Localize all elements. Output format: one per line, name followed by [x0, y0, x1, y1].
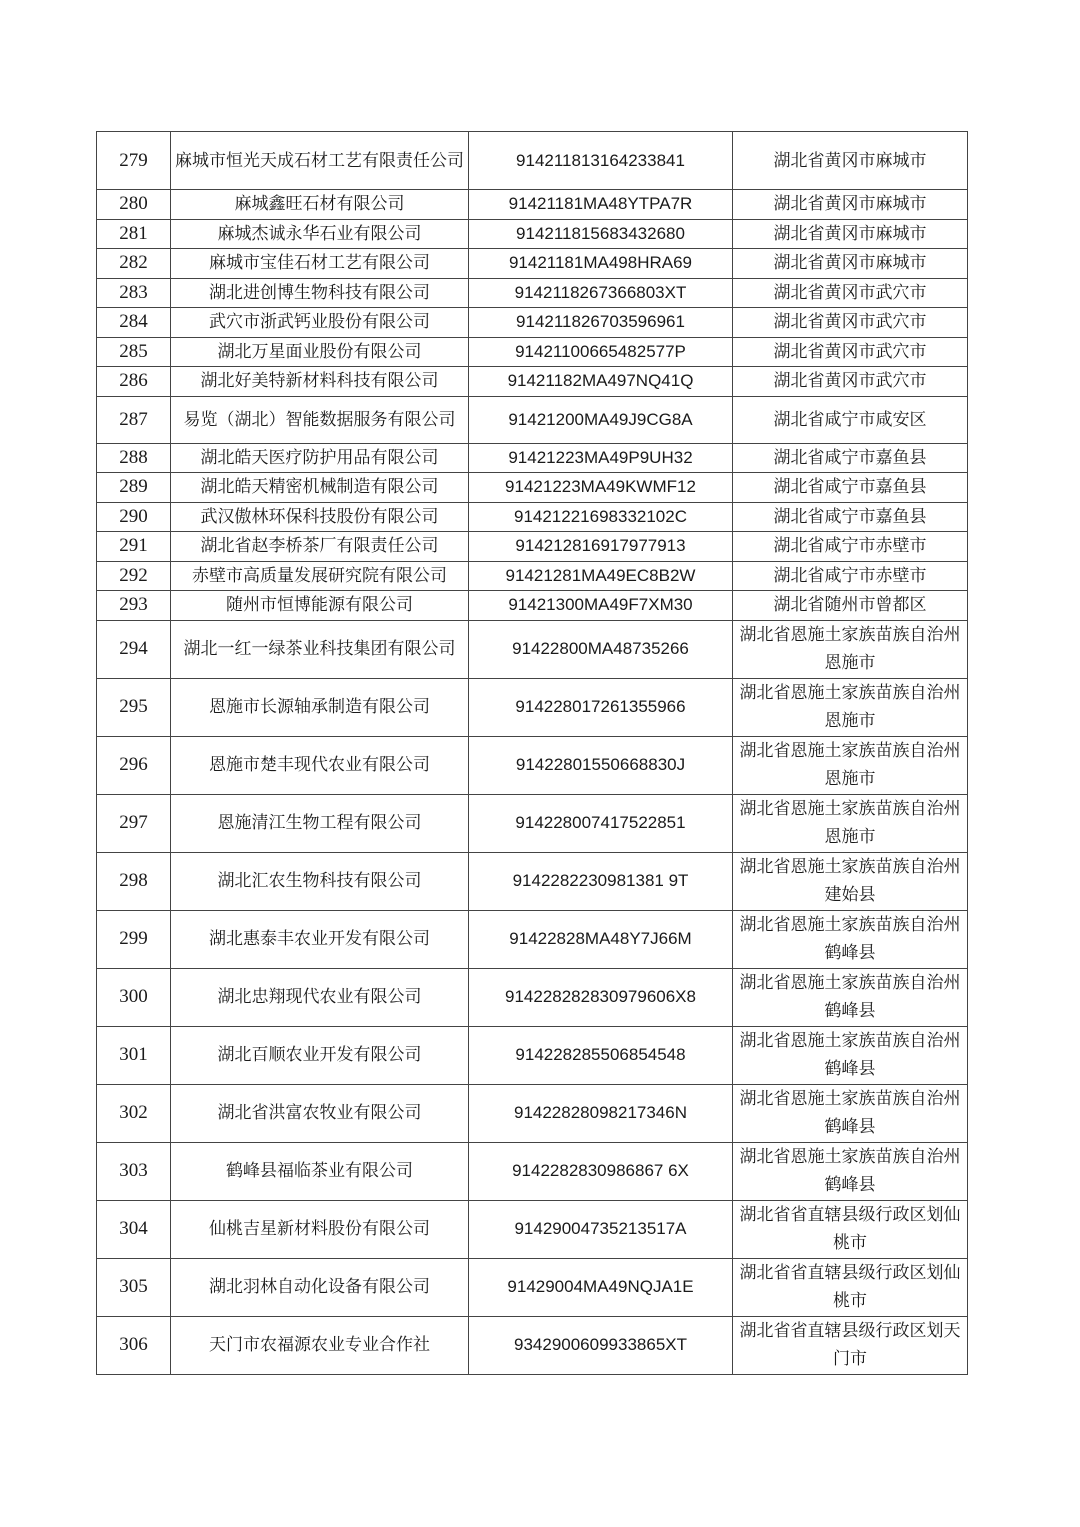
table-row	[97, 219, 968, 249]
table-row	[97, 532, 968, 562]
region-cell: 湖北省恩施土家族苗族自治州恩施市	[733, 736, 968, 794]
company-name-cell: 恩施市楚丰现代农业有限公司	[171, 736, 469, 794]
credit-code-cell: 91422828098217346N	[469, 1084, 733, 1142]
row-number-cell: 288	[97, 443, 171, 473]
company-name-cell: 武穴市浙武钙业股份有限公司	[171, 308, 469, 338]
company-name-cell: 湖北万星面业股份有限公司	[171, 337, 469, 367]
table-row	[97, 278, 968, 308]
table-row	[97, 132, 968, 190]
credit-code-cell: 9142282230981381 9T	[469, 852, 733, 910]
table-row	[97, 396, 968, 443]
row-number-cell: 301	[97, 1026, 171, 1084]
company-name-cell: 麻城鑫旺石材有限公司	[171, 190, 469, 220]
row-number-cell: 295	[97, 678, 171, 736]
row-number-cell: 305	[97, 1258, 171, 1316]
row-number-cell: 286	[97, 367, 171, 397]
credit-code-cell: 914228282830979606X8	[469, 968, 733, 1026]
region-cell: 湖北省恩施土家族苗族自治州鹤峰县	[733, 968, 968, 1026]
table-row	[97, 910, 968, 968]
credit-code-cell: 914228017261355966	[469, 678, 733, 736]
company-name-cell: 湖北好美特新材料科技有限公司	[171, 367, 469, 397]
credit-code-cell: 9342900609933865XT	[469, 1316, 733, 1374]
table-row	[97, 968, 968, 1026]
region-cell: 湖北省黄冈市麻城市	[733, 219, 968, 249]
table-row	[97, 1142, 968, 1200]
credit-code-cell: 91421221698332102C	[469, 502, 733, 532]
region-cell: 湖北省咸宁市赤壁市	[733, 561, 968, 591]
region-cell: 湖北省咸宁市赤壁市	[733, 532, 968, 562]
company-name-cell: 湖北一红一绿茶业科技集团有限公司	[171, 620, 469, 678]
company-name-cell: 湖北汇农生物科技有限公司	[171, 852, 469, 910]
credit-code-cell: 9142282830986867 6X	[469, 1142, 733, 1200]
table-row	[97, 852, 968, 910]
row-number-cell: 283	[97, 278, 171, 308]
row-number-cell: 287	[97, 396, 171, 443]
credit-code-cell: 91422828MA48Y7J66M	[469, 910, 733, 968]
region-cell: 湖北省恩施土家族苗族自治州鹤峰县	[733, 1026, 968, 1084]
table-row	[97, 367, 968, 397]
credit-code-cell: 91422800MA48735266	[469, 620, 733, 678]
region-cell: 湖北省黄冈市麻城市	[733, 249, 968, 279]
row-number-cell: 306	[97, 1316, 171, 1374]
region-cell: 湖北省随州市曾都区	[733, 591, 968, 621]
table-row	[97, 1316, 968, 1374]
table-row	[97, 443, 968, 473]
credit-code-cell: 91421182MA497NQ41Q	[469, 367, 733, 397]
company-name-cell: 天门市农福源农业专业合作社	[171, 1316, 469, 1374]
table-row	[97, 308, 968, 338]
row-number-cell: 279	[97, 132, 171, 190]
region-cell: 湖北省咸宁市嘉鱼县	[733, 502, 968, 532]
region-cell: 湖北省咸宁市咸安区	[733, 396, 968, 443]
credit-code-cell: 91429004MA49NQJA1E	[469, 1258, 733, 1316]
table-row	[97, 678, 968, 736]
company-name-cell: 湖北惠泰丰农业开发有限公司	[171, 910, 469, 968]
credit-code-cell: 91421200MA49J9CG8A	[469, 396, 733, 443]
company-name-cell: 湖北省赵李桥茶厂有限责任公司	[171, 532, 469, 562]
region-cell: 湖北省省直辖县级行政区划天门市	[733, 1316, 968, 1374]
row-number-cell: 292	[97, 561, 171, 591]
row-number-cell: 293	[97, 591, 171, 621]
credit-code-cell: 914211815683432680	[469, 219, 733, 249]
row-number-cell: 284	[97, 308, 171, 338]
table-row	[97, 190, 968, 220]
region-cell: 湖北省省直辖县级行政区划仙桃市	[733, 1258, 968, 1316]
row-number-cell: 289	[97, 473, 171, 503]
company-name-cell: 随州市恒博能源有限公司	[171, 591, 469, 621]
table-row	[97, 561, 968, 591]
row-number-cell: 300	[97, 968, 171, 1026]
region-cell: 湖北省恩施土家族苗族自治州鹤峰县	[733, 1142, 968, 1200]
region-cell: 湖北省恩施土家族苗族自治州鹤峰县	[733, 910, 968, 968]
company-name-cell: 仙桃吉星新材料股份有限公司	[171, 1200, 469, 1258]
region-cell: 湖北省咸宁市嘉鱼县	[733, 443, 968, 473]
row-number-cell: 299	[97, 910, 171, 968]
enterprise-table	[96, 131, 968, 1375]
company-name-cell: 湖北皓天医疗防护用品有限公司	[171, 443, 469, 473]
company-name-cell: 恩施清江生物工程有限公司	[171, 794, 469, 852]
company-name-cell: 武汉傲林环保科技股份有限公司	[171, 502, 469, 532]
table-row	[97, 1084, 968, 1142]
row-number-cell: 296	[97, 736, 171, 794]
credit-code-cell: 91429004735213517A	[469, 1200, 733, 1258]
credit-code-cell: 91421223MA49KWMF12	[469, 473, 733, 503]
credit-code-cell: 914228285506854548	[469, 1026, 733, 1084]
company-name-cell: 湖北百顺农业开发有限公司	[171, 1026, 469, 1084]
credit-code-cell: 914211813164233841	[469, 132, 733, 190]
table-row	[97, 1026, 968, 1084]
region-cell: 湖北省恩施土家族苗族自治州恩施市	[733, 794, 968, 852]
table-row	[97, 1258, 968, 1316]
credit-code-cell: 914228007417522851	[469, 794, 733, 852]
region-cell: 湖北省黄冈市武穴市	[733, 278, 968, 308]
row-number-cell: 282	[97, 249, 171, 279]
company-name-cell: 赤壁市高质量发展研究院有限公司	[171, 561, 469, 591]
enterprise-table-body	[97, 132, 968, 1375]
region-cell: 湖北省黄冈市武穴市	[733, 367, 968, 397]
row-number-cell: 291	[97, 532, 171, 562]
table-row	[97, 502, 968, 532]
credit-code-cell: 91421281MA49EC8B2W	[469, 561, 733, 591]
region-cell: 湖北省恩施土家族苗族自治州鹤峰县	[733, 1084, 968, 1142]
region-cell: 湖北省黄冈市武穴市	[733, 308, 968, 338]
table-row	[97, 591, 968, 621]
company-name-cell: 麻城市宝佳石材工艺有限公司	[171, 249, 469, 279]
row-number-cell: 303	[97, 1142, 171, 1200]
region-cell: 湖北省恩施土家族苗族自治州恩施市	[733, 620, 968, 678]
credit-code-cell: 91421181MA48YTPA7R	[469, 190, 733, 220]
credit-code-cell: 914211826703596961	[469, 308, 733, 338]
credit-code-cell: 914212816917977913	[469, 532, 733, 562]
credit-code-cell: 91422801550668830J	[469, 736, 733, 794]
row-number-cell: 298	[97, 852, 171, 910]
table-row	[97, 337, 968, 367]
region-cell: 湖北省黄冈市麻城市	[733, 190, 968, 220]
company-name-cell: 湖北省洪富农牧业有限公司	[171, 1084, 469, 1142]
region-cell: 湖北省省直辖县级行政区划仙桃市	[733, 1200, 968, 1258]
credit-code-cell: 91421181MA498HRA69	[469, 249, 733, 279]
row-number-cell: 280	[97, 190, 171, 220]
company-name-cell: 湖北进创博生物科技有限公司	[171, 278, 469, 308]
table-row	[97, 736, 968, 794]
credit-code-cell: 91421300MA49F7XM30	[469, 591, 733, 621]
row-number-cell: 304	[97, 1200, 171, 1258]
credit-code-cell: 91421223MA49P9UH32	[469, 443, 733, 473]
row-number-cell: 302	[97, 1084, 171, 1142]
company-name-cell: 恩施市长源轴承制造有限公司	[171, 678, 469, 736]
region-cell: 湖北省黄冈市武穴市	[733, 337, 968, 367]
company-name-cell: 易览（湖北）智能数据服务有限公司	[171, 396, 469, 443]
region-cell: 湖北省恩施土家族苗族自治州建始县	[733, 852, 968, 910]
credit-code-cell: 9142118267366803XT	[469, 278, 733, 308]
credit-code-cell: 91421100665482577P	[469, 337, 733, 367]
row-number-cell: 297	[97, 794, 171, 852]
row-number-cell: 285	[97, 337, 171, 367]
company-name-cell: 湖北忠翔现代农业有限公司	[171, 968, 469, 1026]
company-name-cell: 湖北皓天精密机械制造有限公司	[171, 473, 469, 503]
table-row	[97, 1200, 968, 1258]
region-cell: 湖北省黄冈市麻城市	[733, 132, 968, 190]
region-cell: 湖北省咸宁市嘉鱼县	[733, 473, 968, 503]
company-name-cell: 鹤峰县福临茶业有限公司	[171, 1142, 469, 1200]
row-number-cell: 290	[97, 502, 171, 532]
region-cell: 湖北省恩施土家族苗族自治州恩施市	[733, 678, 968, 736]
row-number-cell: 294	[97, 620, 171, 678]
company-name-cell: 麻城市恒光天成石材工艺有限责任公司	[171, 132, 469, 190]
row-number-cell: 281	[97, 219, 171, 249]
table-row	[97, 620, 968, 678]
table-row	[97, 473, 968, 503]
table-row	[97, 794, 968, 852]
table-row	[97, 249, 968, 279]
company-name-cell: 麻城杰诚永华石业有限公司	[171, 219, 469, 249]
company-name-cell: 湖北羽林自动化设备有限公司	[171, 1258, 469, 1316]
